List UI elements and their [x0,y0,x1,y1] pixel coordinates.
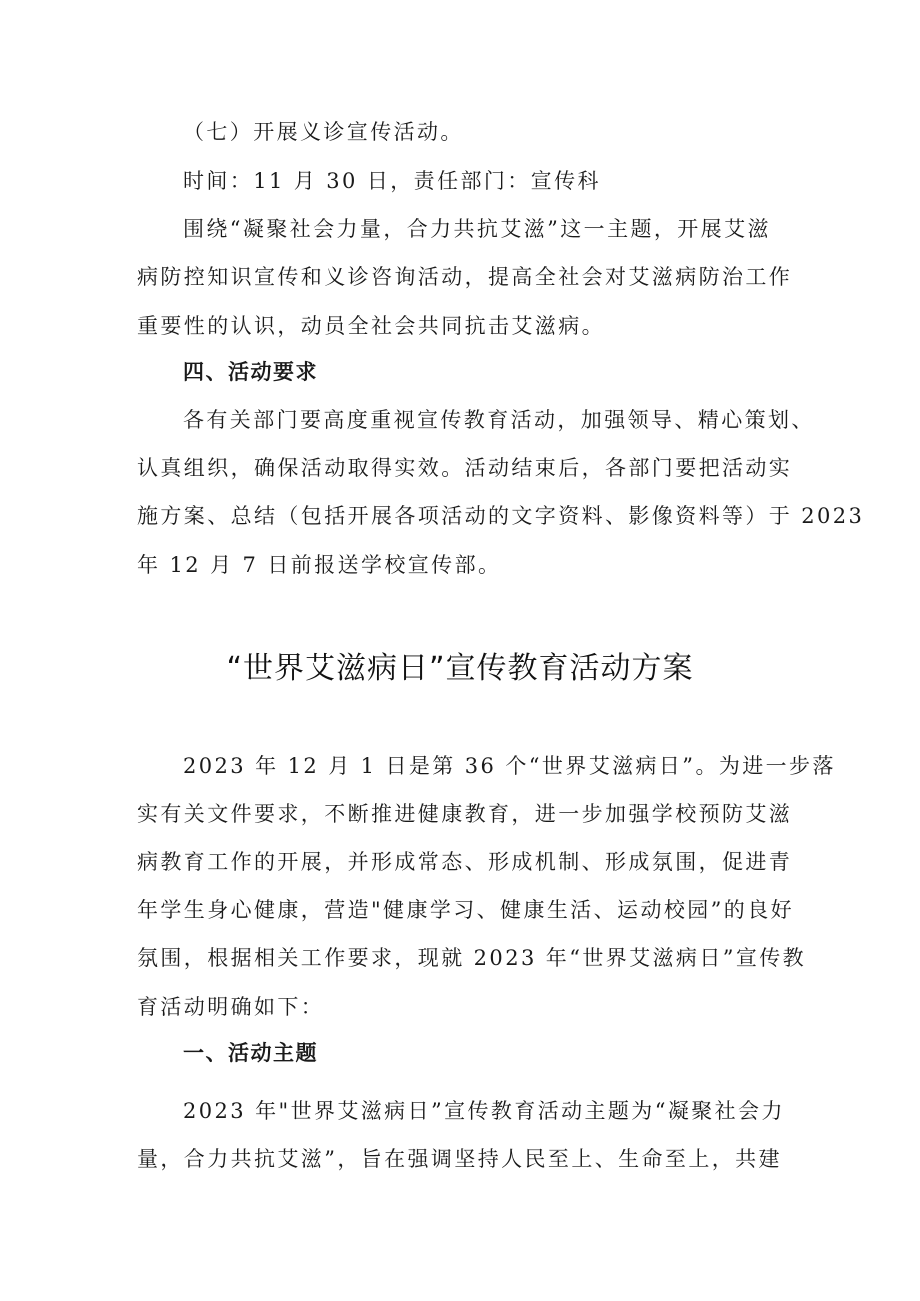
requirements-heading: 四、活动要求 [183,360,318,384]
paragraph-line: 年学生身心健康，营造"健康学习、健康生活、运动校园”的良好 [137,898,794,922]
paragraph-line: 病教育工作的开展，并形成常态、形成机制、形成氛围，促进青 [137,850,793,874]
paragraph-line: 病防控知识宣传和义诊咨询活动，提高全社会对艾滋病防治工作 [137,265,793,289]
paragraph-line: 氛围，根据相关工作要求，现就 2023 年“世界艾滋病日”宣传教 [137,946,807,970]
paragraph-line: 年 12 月 7 日前报送学校宣传部。 [137,553,502,577]
paragraph-line: 量，合力共抗艾滋”，旨在强调坚持人民至上、生命至上，共建 [137,1147,782,1171]
paragraph-line: 2023 年 12 月 1 日是第 36 个“世界艾滋病日”。为进一步落 [183,754,836,778]
paragraph-line: 育活动明确如下： [137,995,325,1019]
item-seven-title: （七）开展义诊宣传活动。 [183,120,464,144]
paragraph-line: 围绕“凝聚社会力量，合力共抗艾滋”这一主题，开展艾滋 [183,217,771,241]
paragraph-line: 重要性的认识，动员全社会共同抗击艾滋病。 [137,314,605,338]
paragraph-line: 实有关文件要求，不断推进健康教育，进一步加强学校预防艾滋 [137,802,793,826]
theme-heading: 一、活动主题 [183,1041,318,1065]
document-title: “世界艾滋病日”宣传教育活动方案 [226,651,694,686]
item-seven-time: 时间：11 月 30 日，责任部门：宣传科 [183,169,601,193]
paragraph-line: 2023 年"世界艾滋病日”宣传教育活动主题为“凝聚社会力 [183,1099,785,1123]
paragraph-line: 施方案、总结（包括开展各项活动的文字资料、影像资料等）于 2023 [137,504,865,528]
paragraph-line: 各有关部门要高度重视宣传教育活动，加强领导、精心策划、 [183,408,815,432]
paragraph-line: 认真组织，确保活动取得实效。活动结束后，各部门要把活动实 [137,456,793,480]
